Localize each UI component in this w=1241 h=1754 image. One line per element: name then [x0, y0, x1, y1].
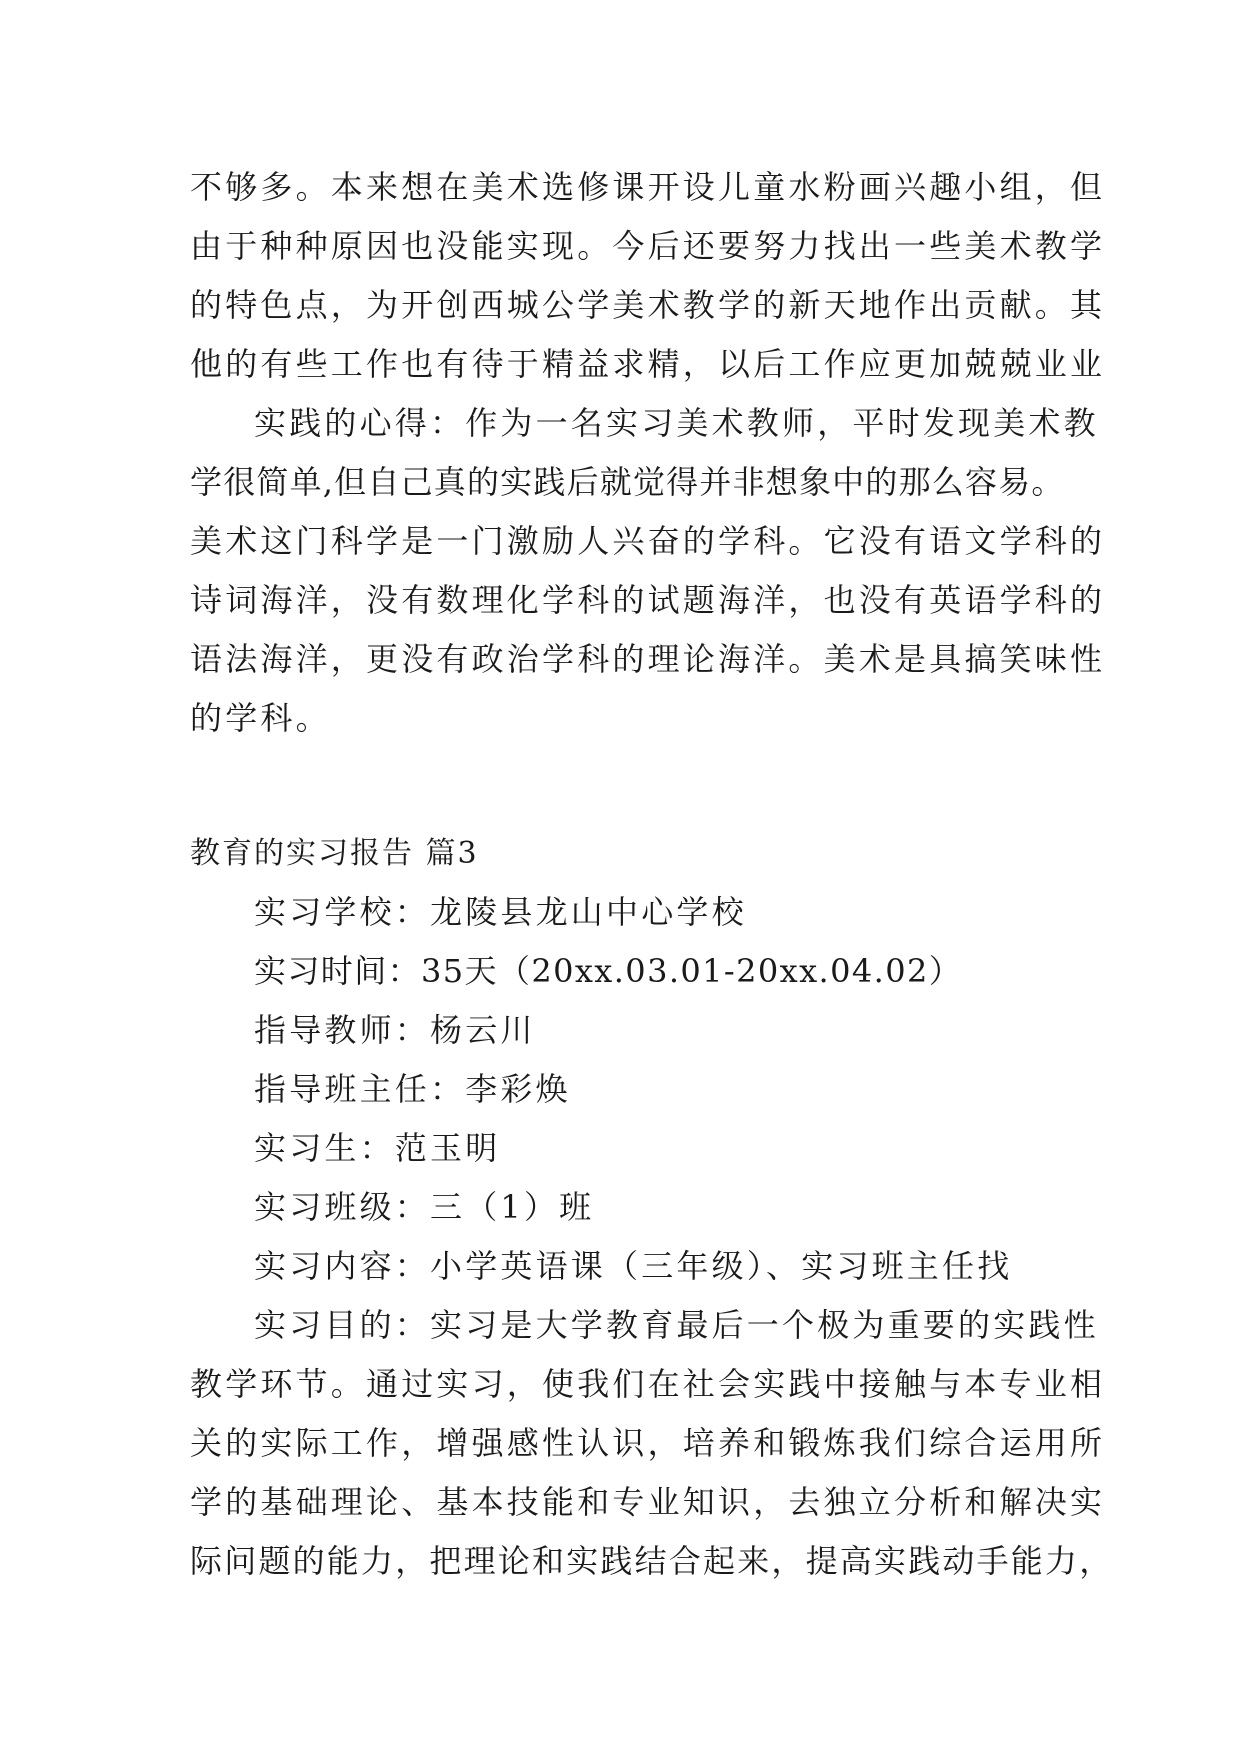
paragraph-line: 语法海洋，更没有政治学科的理论海洋。美术是具搞笑味性 [190, 640, 1106, 678]
paragraph-line: 实习目的：实习是大学教育最后一个极为重要的实践性 [254, 1306, 1099, 1344]
reflection-paragraph [190, 394, 1106, 748]
paragraph-line: 不够多。本来想在美术选修课开设儿童水粉画兴趣小组，但 [190, 168, 1106, 206]
class-line: 实习班级：三（1）班 [254, 1188, 595, 1226]
paragraph-line: 关的实际工作，增强感性认识，培养和锻炼我们综合运用所 [190, 1424, 1106, 1462]
section-gap [190, 748, 1060, 824]
section-3 [190, 824, 1114, 1591]
paragraph-line: 实践的心得：作为一名实习美术教师，平时发现美术教 [254, 404, 1099, 442]
school-line: 实习学校：龙陵县龙山中心学校 [254, 893, 747, 931]
document-page [190, 158, 1114, 1591]
paragraph-line: 他的有些工作也有待于精益求精，以后工作应更加兢兢业业 [190, 345, 1106, 383]
purpose-paragraph [190, 1296, 1114, 1591]
paragraph-line: 由于种种原因也没能实现。今后还要努力找出一些美术教学 [190, 227, 1106, 265]
time-line: 实习时间：35天（20xx.03.01-20xx.04.02） [254, 952, 963, 990]
head-teacher-line: 指导班主任：李彩焕 [254, 1070, 571, 1108]
paragraph-line: 的特色点，为开创西城公学美术教学的新天地作出贡献。其 [190, 286, 1106, 324]
section-heading: 教育的实习报告 篇3 [190, 836, 479, 871]
instructor-line: 指导教师：杨云川 [254, 1011, 536, 1049]
previous-section-text [190, 158, 1106, 394]
paragraph-line: 学很简单,但自己真的实践后就觉得并非想象中的那么容易。 [190, 463, 1065, 501]
content-line: 实习内容：小学英语课（三年级）、实习班主任找 [254, 1247, 1013, 1285]
paragraph-line: 际问题的能力，把理论和实践结合起来，提高实践动手能力， [190, 1542, 1114, 1580]
paragraph-line: 诗词海洋，没有数理化学科的试题海洋，也没有英语学科的 [190, 581, 1106, 619]
paragraph-line: 美术这门科学是一门激励人兴奋的学科。它没有语文学科的 [190, 522, 1106, 560]
paragraph-line: 教学环节。通过实习，使我们在社会实践中接触与本专业相 [190, 1365, 1106, 1403]
paragraph-line: 学的基础理论、基本技能和专业知识，去独立分析和解决实 [190, 1483, 1106, 1521]
student-line: 实习生：范玉明 [254, 1129, 501, 1167]
paragraph-line: 的学科。 [190, 699, 331, 737]
